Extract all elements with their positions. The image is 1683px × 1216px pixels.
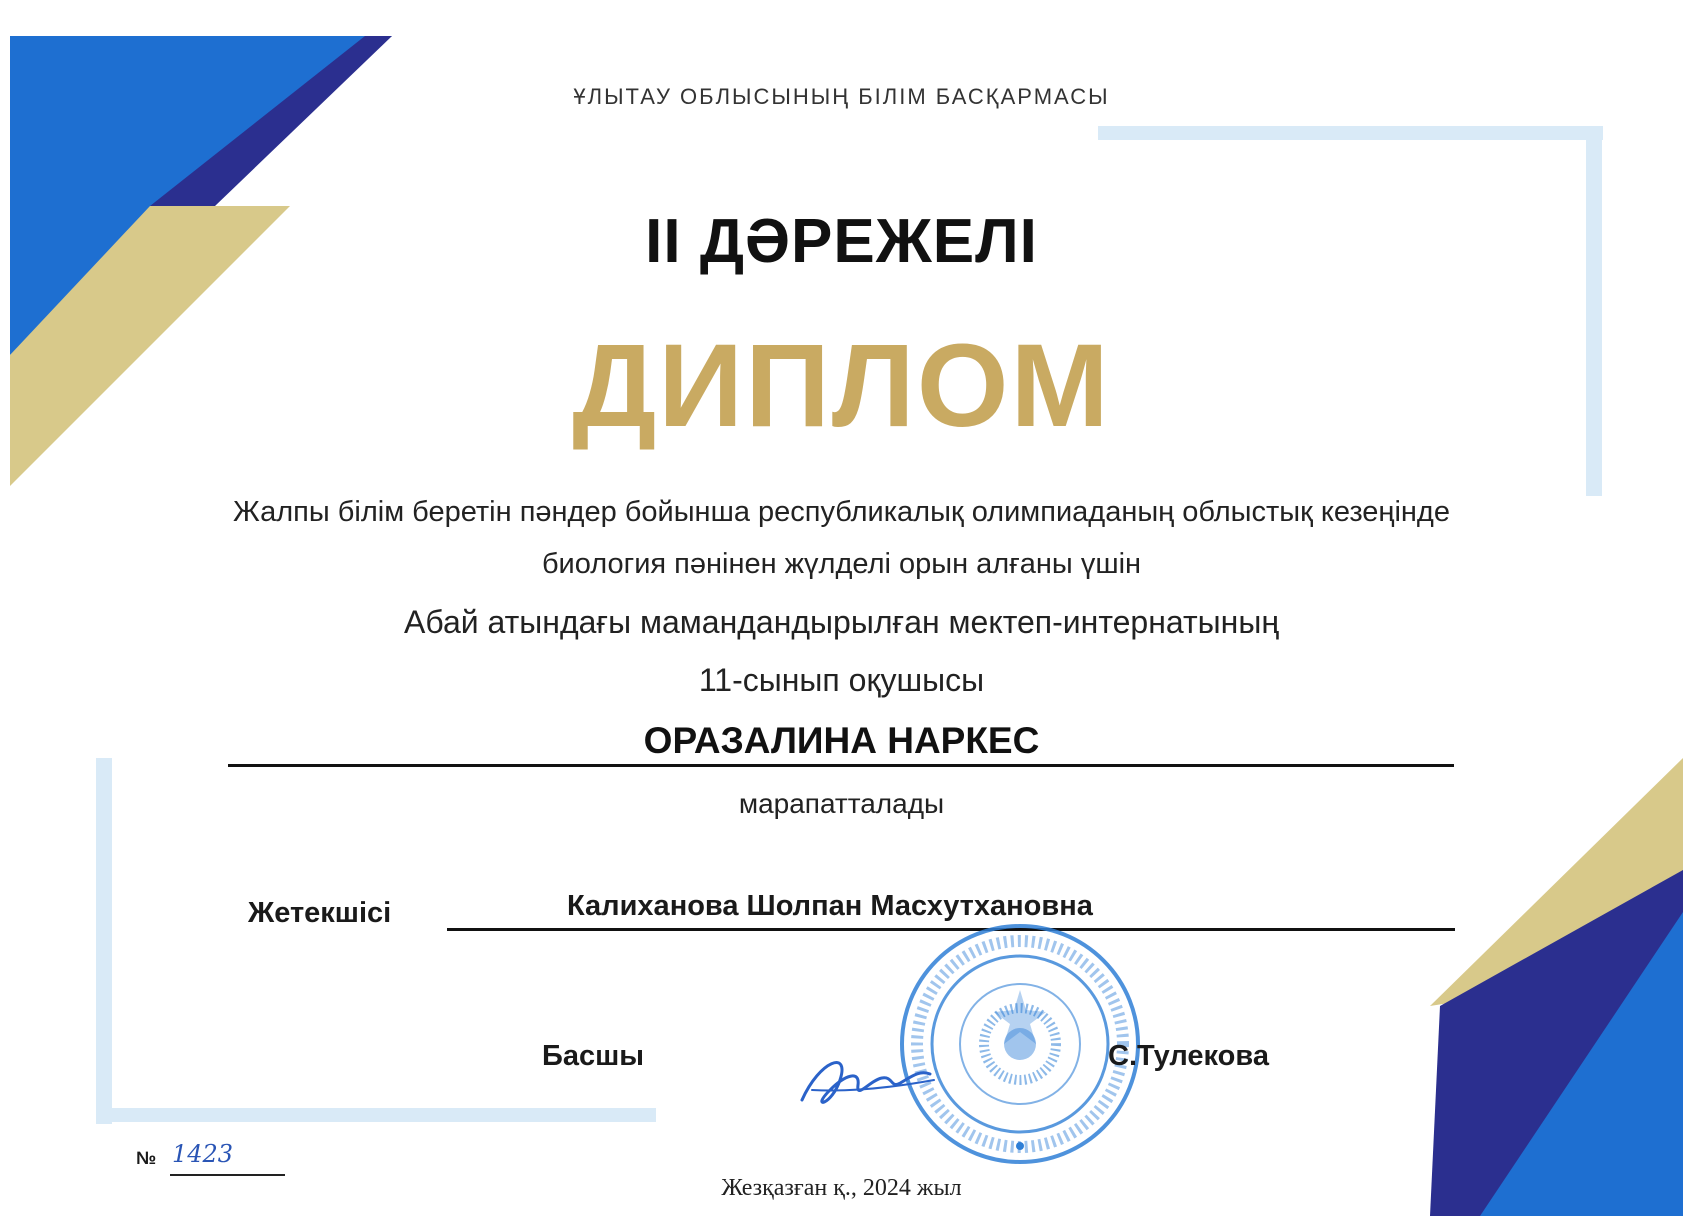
bottom-right-corner-ribbons [1430, 758, 1683, 1216]
awarded-text: марапатталады [738, 788, 945, 819]
award-reason-line-1: Жалпы білім беретін пәндер бойынша республикалық олимпиаданың облыстық кезеңінде [233, 496, 1450, 528]
number-label: № [136, 1148, 157, 1168]
signature-icon [790, 1030, 940, 1120]
supervisor-name: Калиханова Шолпан Масхутхановна [567, 890, 1093, 922]
recipient-name: ОРАЗАЛИНА НАРКЕС [643, 720, 1040, 761]
head-name: С.Тулекова [1108, 1040, 1269, 1072]
school-name: Абай атындағы мамандандырылған мектеп-интернатының [404, 604, 1279, 640]
diploma-title: ДИПЛОМ [572, 320, 1111, 452]
recipient-underline [228, 764, 1454, 767]
degree-heading: II ДӘРЕЖЕЛІ [645, 207, 1038, 276]
student-grade: 11-сынып оқушысы [698, 662, 985, 698]
supervisor-label: Жетекшісі [248, 897, 392, 929]
head-label: Басшы [542, 1040, 645, 1072]
certificate-number: 1423 [172, 1140, 234, 1168]
place-and-year: Жезқазған қ., 2024 жыл [721, 1175, 962, 1201]
issuing-authority: ҰЛЫТАУ ОБЛЫСЫНЫҢ БІЛІМ БАСҚАРМАСЫ [573, 84, 1110, 109]
award-reason-line-2: биология пәнінен жүлделі орын алғаны үшін [541, 548, 1142, 580]
